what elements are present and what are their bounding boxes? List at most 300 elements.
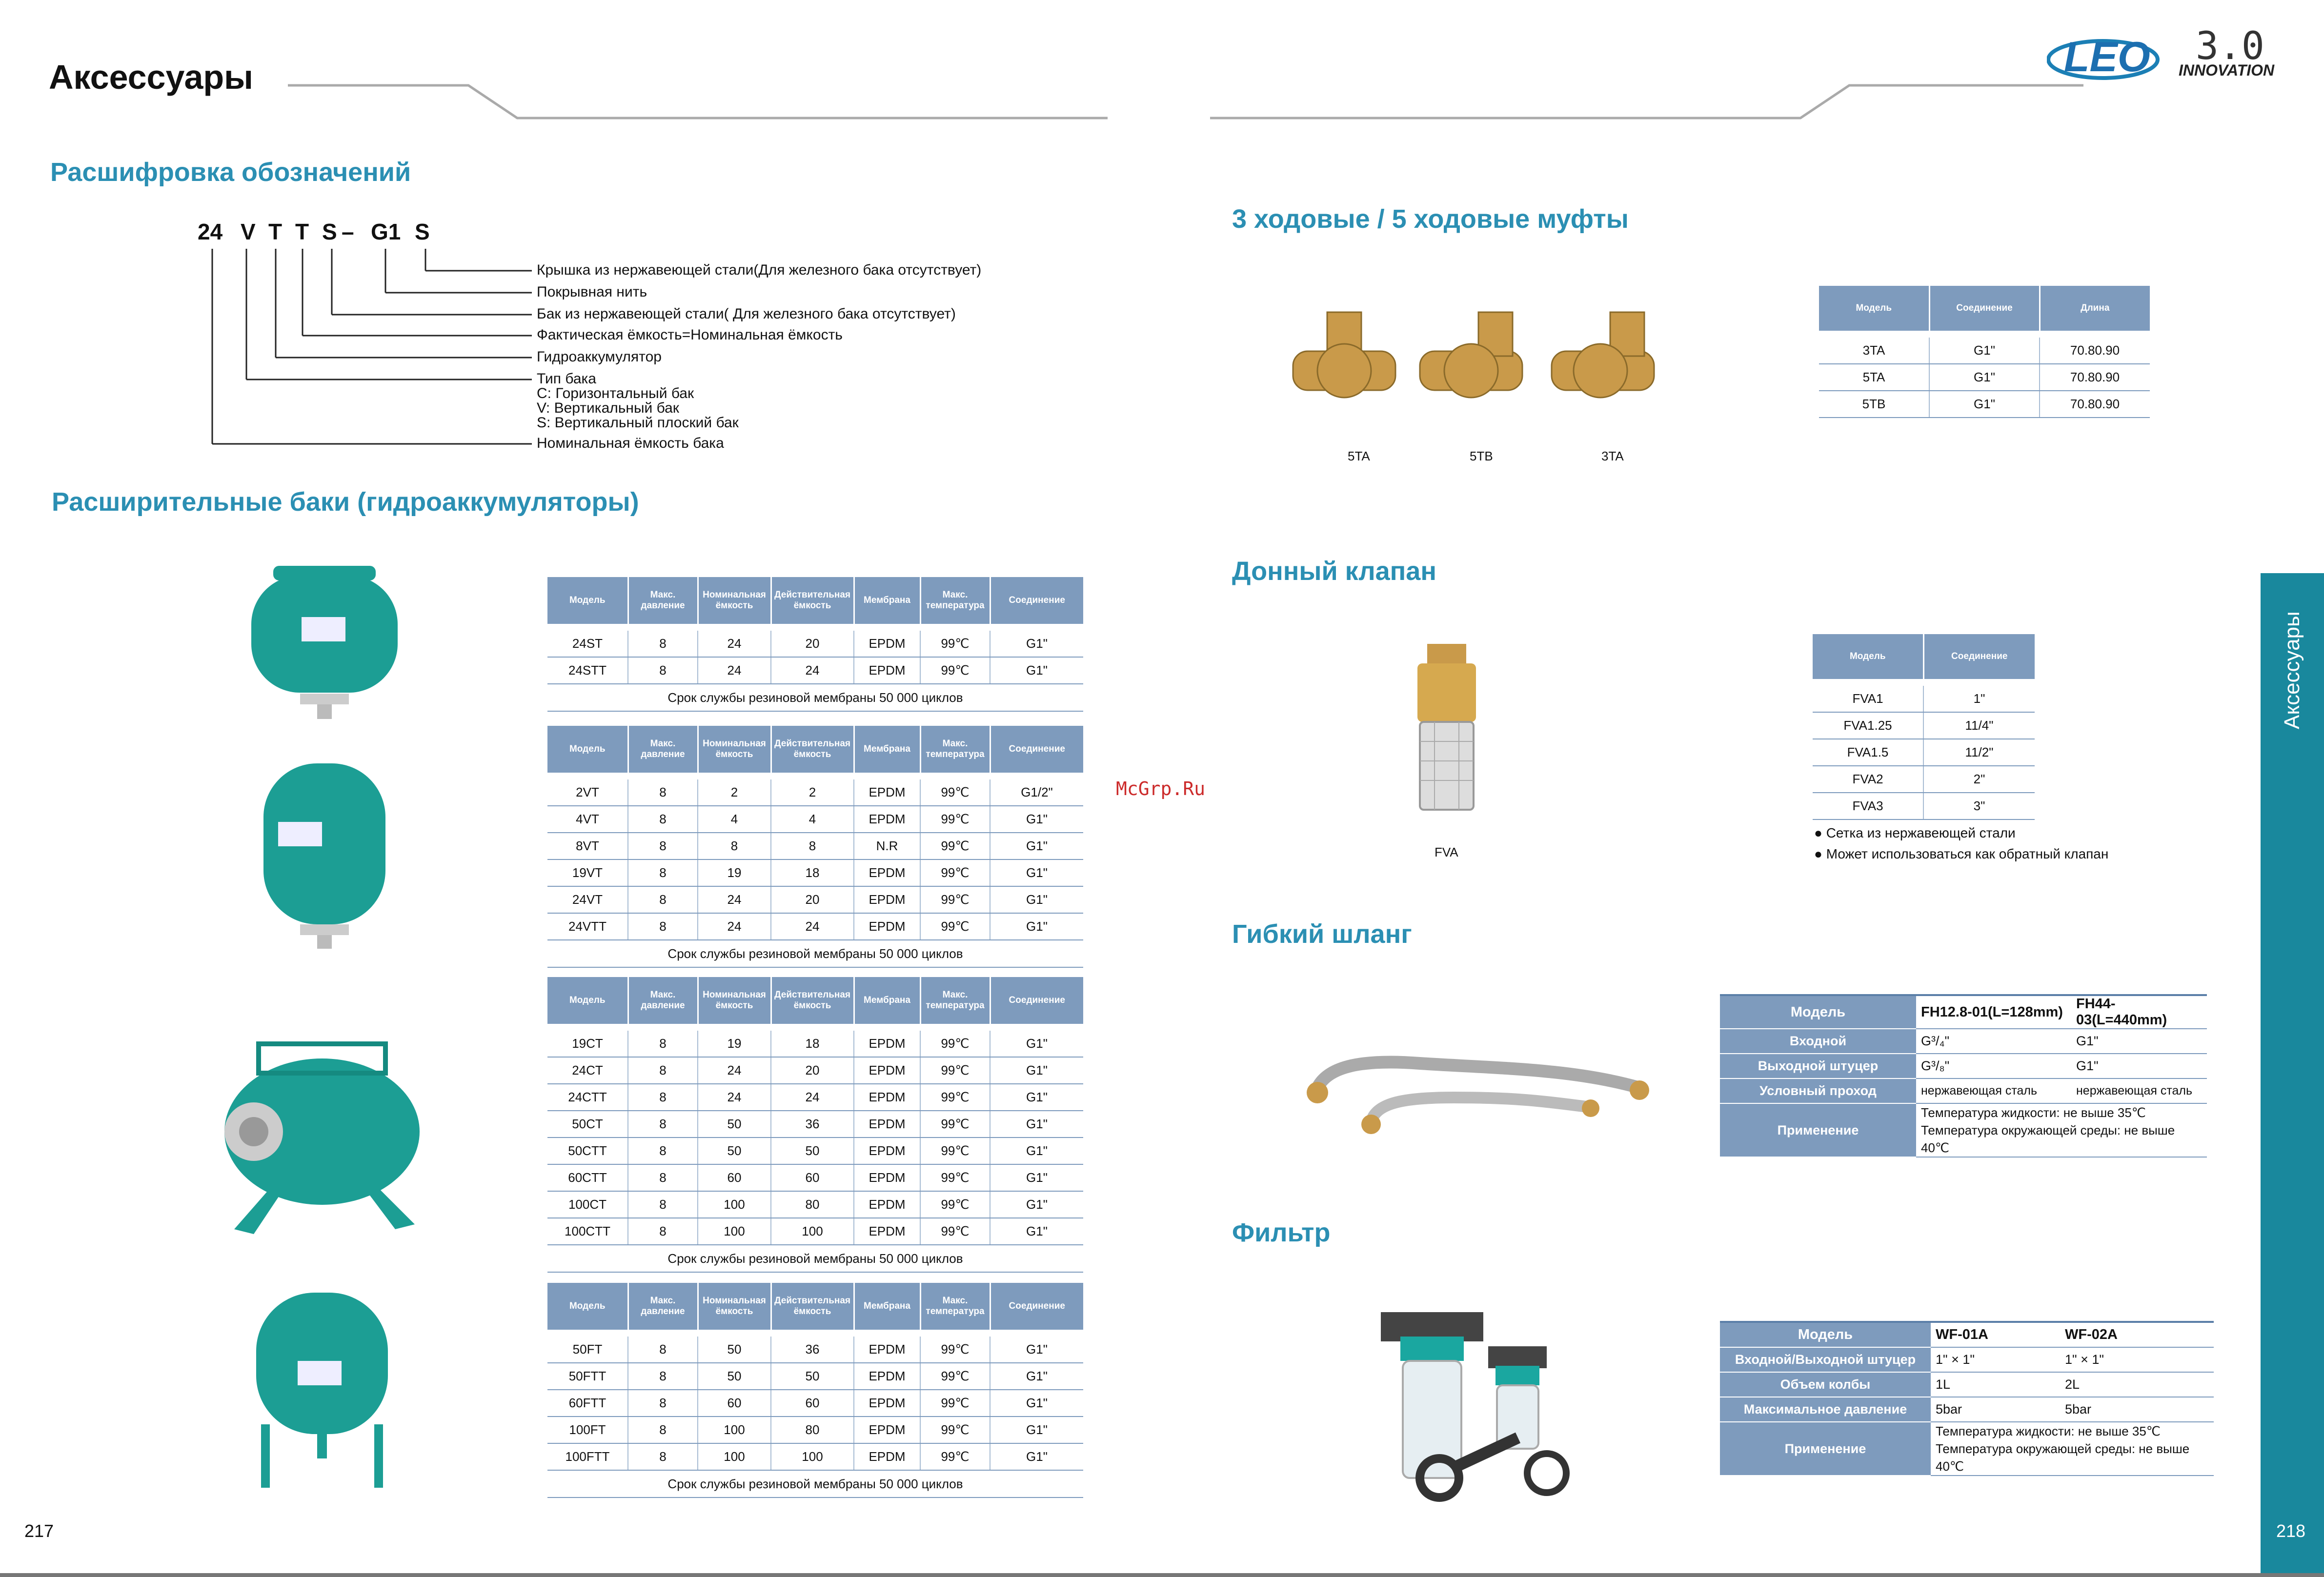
table-cell: 24VT — [547, 886, 628, 913]
code-part: S — [322, 219, 337, 244]
table-cell: 8 — [628, 1084, 698, 1111]
table-cell: 2" — [1923, 766, 2035, 793]
coupling-label: 3TA — [1601, 449, 1624, 463]
hose-key: Условный проход — [1720, 1078, 1916, 1103]
table-cell: 80 — [771, 1417, 854, 1443]
table-row — [547, 1443, 1083, 1470]
table-cell: 99℃ — [920, 1363, 990, 1390]
table-cell: 100 — [698, 1191, 771, 1218]
table-cell: 99℃ — [920, 833, 990, 859]
filter-image — [1371, 1302, 1605, 1507]
table-cell: 8 — [628, 1031, 698, 1057]
table-row — [1813, 712, 2035, 739]
table-row — [1819, 391, 2150, 418]
table-cell: 3" — [1923, 793, 2035, 819]
hose-key: Модель — [1720, 995, 1916, 1029]
column-header: Действительная ёмкость — [771, 1283, 854, 1330]
table-cell: 8 — [628, 1191, 698, 1218]
table-row — [1813, 793, 2035, 819]
tank-table-horizontal — [547, 977, 1083, 1273]
table-cell: G1" — [990, 1417, 1083, 1443]
column-header: Модель — [547, 577, 628, 624]
table-cell: 24 — [771, 913, 854, 940]
table-cell: 24VTT — [547, 913, 628, 940]
table-cell: 24 — [698, 1057, 771, 1084]
table-cell: 8 — [628, 913, 698, 940]
table-cell: 8VT — [547, 833, 628, 859]
tank-flat-image — [244, 566, 405, 722]
table-cell: 8 — [628, 1443, 698, 1470]
column-header: Соединение — [1929, 286, 2040, 331]
table-cell: 1" — [1923, 686, 2035, 712]
column-header: Макс. давление — [628, 977, 698, 1024]
tank-vertical-image — [259, 756, 390, 951]
table-cell: 20 — [771, 1057, 854, 1084]
table-cell: G1" — [990, 1337, 1083, 1363]
table-cell: 5TA — [1819, 364, 1929, 391]
table-cell: 4 — [698, 806, 771, 833]
table-cell: 8 — [628, 1164, 698, 1191]
table-cell: 8 — [628, 1390, 698, 1417]
tank-table-floor — [547, 1283, 1083, 1498]
hose-key: Выходной штуцер — [1720, 1054, 1916, 1078]
column-header: Соединение — [990, 577, 1083, 624]
table-cell: G1" — [990, 1084, 1083, 1111]
table-cell: 60 — [771, 1390, 854, 1417]
column-header: Номинальная ёмкость — [698, 977, 771, 1024]
filter-application: Температура жидкости: не выше 35℃ Температура окружающей среды: не выше 40℃ — [1931, 1422, 2214, 1476]
table-cell: G1" — [990, 657, 1083, 684]
column-header: Номинальная ёмкость — [698, 726, 771, 773]
column-header: Макс. температура — [920, 977, 990, 1024]
table-cell: 99℃ — [920, 1337, 990, 1363]
column-header: Модель — [1813, 634, 1923, 679]
table-row — [547, 1057, 1083, 1084]
table-row — [547, 1164, 1083, 1191]
table-cell: N.R — [854, 833, 920, 859]
code-part: 24 — [198, 219, 223, 244]
column-header: Модель — [547, 726, 628, 773]
table-cell: 100 — [698, 1218, 771, 1245]
tank-table-vertical — [547, 726, 1083, 968]
table-cell: 100FT — [547, 1417, 628, 1443]
table-cell: 24 — [771, 1084, 854, 1111]
bottom-rule — [0, 1573, 2324, 1577]
column-header: Соединение — [1923, 634, 2035, 679]
table-cell: G1" — [990, 1031, 1083, 1057]
table-row — [547, 1337, 1083, 1363]
table-row — [1819, 364, 2150, 391]
watermark: McGrp.Ru — [1116, 778, 1206, 799]
table-cell: EPDM — [854, 1417, 920, 1443]
table-cell: EPDM — [854, 631, 920, 657]
legend-item: Гидроаккумулятор — [537, 349, 662, 365]
table-cell: 8 — [628, 1337, 698, 1363]
table-cell: 20 — [771, 631, 854, 657]
table-cell: FVA3 — [1813, 793, 1923, 819]
legend-item: Бак из нержавеющей стали( Для железного бака отсутствует) — [537, 306, 956, 322]
table-row — [547, 1138, 1083, 1164]
coupling-label: 5TB — [1470, 449, 1493, 463]
table-cell: 8 — [628, 1057, 698, 1084]
table-cell: G1" — [990, 1138, 1083, 1164]
table-cell: G1" — [990, 859, 1083, 886]
table-cell: 2VT — [547, 779, 628, 806]
table-cell: 100 — [698, 1443, 771, 1470]
table-cell: 3TA — [1819, 338, 1929, 364]
table-cell: EPDM — [854, 1443, 920, 1470]
column-header: Номинальная ёмкость — [698, 1283, 771, 1330]
table-cell: G1" — [990, 1111, 1083, 1138]
column-header: Макс. давление — [628, 577, 698, 624]
table-cell: 100CT — [547, 1191, 628, 1218]
table-cell: 100 — [771, 1218, 854, 1245]
code-part: V — [241, 219, 256, 244]
legend-item: Тип бака — [537, 371, 596, 387]
legend-item: C: Горизонтальный бак — [537, 385, 694, 401]
code-part: – — [342, 219, 354, 244]
column-header: Действительная ёмкость — [771, 726, 854, 773]
decoding-title: Расшифровка обозначений — [50, 158, 411, 187]
table-cell: 24 — [771, 657, 854, 684]
column-header: Соединение — [990, 726, 1083, 773]
table-cell: 8 — [698, 833, 771, 859]
table-row — [547, 1031, 1083, 1057]
table-cell: 70.80.90 — [2040, 391, 2150, 418]
table-cell: 99℃ — [920, 806, 990, 833]
table-cell: EPDM — [854, 1390, 920, 1417]
table-cell: 50 — [698, 1138, 771, 1164]
table-cell: 8 — [628, 779, 698, 806]
legend-connectors — [0, 0, 546, 459]
table-row — [1813, 686, 2035, 712]
table-cell: EPDM — [854, 1191, 920, 1218]
table-row — [1813, 766, 2035, 793]
table-row — [547, 859, 1083, 886]
hose-table — [1720, 994, 2207, 1158]
table-cell: 99℃ — [920, 1191, 990, 1218]
table-cell: EPDM — [854, 1337, 920, 1363]
foot-valve-title: Донный клапан — [1232, 557, 1436, 586]
column-header: Макс. температура — [920, 1283, 990, 1330]
foot-valve-label: FVA — [1435, 845, 1458, 859]
table-cell: G1" — [1929, 391, 2040, 418]
table-row — [547, 631, 1083, 657]
table-cell: 100CTT — [547, 1218, 628, 1245]
table-row — [547, 833, 1083, 859]
filter-value: 1L — [1931, 1372, 2060, 1397]
table-row — [547, 657, 1083, 684]
filter-table — [1720, 1321, 2214, 1476]
table-cell: 99℃ — [920, 657, 990, 684]
table-cell: G1" — [990, 1218, 1083, 1245]
page-number-left: 217 — [24, 1521, 54, 1541]
hose-value: G³/₄" — [1916, 1029, 2071, 1054]
hose-value: нержавеющая сталь — [1916, 1078, 2071, 1103]
table-cell: 99℃ — [920, 1084, 990, 1111]
column-header: Макс. температура — [920, 577, 990, 624]
column-header: Макс. давление — [628, 726, 698, 773]
table-cell: EPDM — [854, 806, 920, 833]
table-cell: G1" — [990, 631, 1083, 657]
table-cell: 50FTT — [547, 1363, 628, 1390]
table-cell: 8 — [628, 886, 698, 913]
table-cell: 50 — [771, 1363, 854, 1390]
table-cell: 99℃ — [920, 913, 990, 940]
table-cell: EPDM — [854, 657, 920, 684]
table-cell: 99℃ — [920, 631, 990, 657]
table-cell: 8 — [628, 1111, 698, 1138]
table-cell: 4VT — [547, 806, 628, 833]
filter-value: WF-02A — [2060, 1322, 2214, 1347]
table-cell: 50FT — [547, 1337, 628, 1363]
table-cell: 99℃ — [920, 1417, 990, 1443]
filter-value: 1" × 1" — [1931, 1347, 2060, 1372]
table-cell: 70.80.90 — [2040, 338, 2150, 364]
table-cell: 19 — [698, 1031, 771, 1057]
table-cell: 8 — [628, 859, 698, 886]
brand-name: LEO — [2064, 34, 2150, 80]
table-cell: 70.80.90 — [2040, 364, 2150, 391]
filter-key: Применение — [1720, 1422, 1931, 1476]
table-cell: 8 — [628, 1363, 698, 1390]
hose-value: G1" — [2071, 1029, 2207, 1054]
table-cell: 11/2" — [1923, 739, 2035, 766]
tank-table-flat — [547, 577, 1083, 712]
hose-application: Температура жидкости: не выше 35℃ Температура окружающей среды: не выше 40℃ — [1916, 1103, 2207, 1157]
legend-item: Номинальная ёмкость бака — [537, 435, 724, 451]
hose-value: G³/₈" — [1916, 1054, 2071, 1078]
table-cell: 99℃ — [920, 1390, 990, 1417]
foot-valve-bullet: ● Может использоваться как обратный клапан — [1814, 846, 2109, 861]
table-cell: G1" — [990, 833, 1083, 859]
table-note: Срок службы резиновой мембраны 50 000 циклов — [547, 684, 1083, 711]
hose-value: FH44-03(L=440mm) — [2071, 995, 2207, 1029]
hose-key: Применение — [1720, 1103, 1916, 1157]
table-cell: 99℃ — [920, 1138, 990, 1164]
legend-item: Крышка из нержавеющей стали(Для железного бака отсутствует) — [537, 262, 982, 278]
column-header: Мембрана — [854, 977, 920, 1024]
table-cell: 8 — [628, 1218, 698, 1245]
table-row — [547, 1390, 1083, 1417]
table-cell: 8 — [628, 657, 698, 684]
table-cell: 24CTT — [547, 1084, 628, 1111]
page-number-right: 218 — [2276, 1521, 2306, 1541]
table-cell: G1" — [1929, 338, 2040, 364]
couplings-title: 3 ходовые / 5 ходовые муфты — [1232, 204, 1629, 234]
table-cell: EPDM — [854, 1057, 920, 1084]
table-cell: 36 — [771, 1111, 854, 1138]
table-cell: 60FTT — [547, 1390, 628, 1417]
table-cell: FVA1.25 — [1813, 712, 1923, 739]
table-cell: 2 — [771, 779, 854, 806]
column-header: Мембрана — [854, 577, 920, 624]
table-cell: EPDM — [854, 1164, 920, 1191]
code-part: G1 — [371, 219, 401, 244]
table-row — [547, 886, 1083, 913]
code-part: S — [415, 219, 430, 244]
tank-floor-image — [249, 1288, 395, 1493]
table-cell: 19CT — [547, 1031, 628, 1057]
table-cell: 50 — [771, 1138, 854, 1164]
table-cell: 99℃ — [920, 1443, 990, 1470]
table-cell: 11/4" — [1923, 712, 2035, 739]
table-cell: EPDM — [854, 886, 920, 913]
filter-key: Максимальное давление — [1720, 1397, 1931, 1422]
page-title: Аксессуары — [49, 58, 253, 96]
column-header: Действительная ёмкость — [771, 977, 854, 1024]
table-cell: 80 — [771, 1191, 854, 1218]
code-part: T — [268, 219, 283, 244]
legend-item: Покрывная нить — [537, 284, 647, 300]
table-cell: G1" — [1929, 364, 2040, 391]
couplings-image — [1288, 302, 1688, 429]
table-cell: 24ST — [547, 631, 628, 657]
table-row — [547, 1363, 1083, 1390]
table-cell: 99℃ — [920, 1111, 990, 1138]
table-cell: 50CT — [547, 1111, 628, 1138]
table-note: Срок службы резиновой мембраны 50 000 циклов — [547, 1470, 1083, 1497]
table-cell: G1" — [990, 886, 1083, 913]
table-cell: G1" — [990, 806, 1083, 833]
table-cell: 20 — [771, 886, 854, 913]
column-header: Номинальная ёмкость — [698, 577, 771, 624]
table-cell: 8 — [628, 806, 698, 833]
table-cell: 24CT — [547, 1057, 628, 1084]
table-cell: 8 — [628, 1417, 698, 1443]
hose-value: нержавеющая сталь — [2071, 1078, 2207, 1103]
table-note: Срок службы резиновой мембраны 50 000 циклов — [547, 940, 1083, 967]
tanks-title: Расширительные баки (гидроаккумуляторы) — [52, 487, 639, 517]
table-row — [1813, 739, 2035, 766]
filter-value: 1" × 1" — [2060, 1347, 2214, 1372]
filter-title: Фильтр — [1232, 1218, 1331, 1247]
table-cell: 99℃ — [920, 1218, 990, 1245]
table-cell: 24 — [698, 913, 771, 940]
table-cell: EPDM — [854, 1084, 920, 1111]
table-cell: 24 — [698, 886, 771, 913]
table-note: Срок службы резиновой мембраны 50 000 циклов — [547, 1245, 1083, 1272]
table-cell: 24STT — [547, 657, 628, 684]
table-cell: 50 — [698, 1111, 771, 1138]
table-cell: 99℃ — [920, 859, 990, 886]
table-row — [547, 1218, 1083, 1245]
table-cell: 36 — [771, 1337, 854, 1363]
table-cell: 5TB — [1819, 391, 1929, 418]
tank-horizontal-image — [220, 1034, 429, 1239]
table-cell: EPDM — [854, 859, 920, 886]
foot-valve-bullet: ● Сетка из нержавеющей стали — [1814, 825, 2016, 840]
column-header: Модель — [1819, 286, 1929, 331]
header-rule-right — [1210, 78, 2088, 122]
table-cell: 19 — [698, 859, 771, 886]
filter-key: Модель — [1720, 1322, 1931, 1347]
code-part: T — [295, 219, 309, 244]
hose-value: G1" — [2071, 1054, 2207, 1078]
table-cell: 8 — [628, 1138, 698, 1164]
table-cell: EPDM — [854, 1218, 920, 1245]
hose-value: FH12.8-01(L=128mm) — [1916, 995, 2071, 1029]
table-cell: 100 — [771, 1443, 854, 1470]
table-cell: EPDM — [854, 1031, 920, 1057]
table-cell: FVA2 — [1813, 766, 1923, 793]
table-cell: 100 — [698, 1417, 771, 1443]
table-row — [547, 779, 1083, 806]
table-cell: EPDM — [854, 913, 920, 940]
table-cell: 2 — [698, 779, 771, 806]
table-cell: 18 — [771, 859, 854, 886]
table-cell: 99℃ — [920, 1057, 990, 1084]
table-cell: 60 — [771, 1164, 854, 1191]
table-cell: 4 — [771, 806, 854, 833]
table-row — [1819, 338, 2150, 364]
hose-key: Входной — [1720, 1029, 1916, 1054]
table-cell: 19VT — [547, 859, 628, 886]
filter-value: 2L — [2060, 1372, 2214, 1397]
filter-key: Объем колбы — [1720, 1372, 1931, 1397]
table-cell: 8 — [628, 833, 698, 859]
legend-item: Фактическая ёмкость=Номинальная ёмкость — [537, 327, 843, 343]
column-header: Модель — [547, 977, 628, 1024]
table-cell: 50CTT — [547, 1138, 628, 1164]
table-cell: 99℃ — [920, 1031, 990, 1057]
column-header: Макс. температура — [920, 726, 990, 773]
table-cell: G1" — [990, 1057, 1083, 1084]
hose-title: Гибкий шланг — [1232, 919, 1412, 949]
table-cell: G1" — [990, 1390, 1083, 1417]
column-header: Мембрана — [854, 726, 920, 773]
leo-logo — [2047, 24, 2301, 83]
column-header: Модель — [547, 1283, 628, 1330]
table-cell: G1" — [990, 1443, 1083, 1470]
table-cell: 60CTT — [547, 1164, 628, 1191]
brand-version: 3.0 — [2196, 24, 2264, 68]
side-tab-label: Аксессуары — [2280, 611, 2304, 729]
legend-item: V: Вертикальный бак — [537, 400, 679, 416]
filter-key: Входной/Выходной штуцер — [1720, 1347, 1931, 1372]
table-cell: FVA1 — [1813, 686, 1923, 712]
table-cell: EPDM — [854, 1138, 920, 1164]
table-cell: 50 — [698, 1337, 771, 1363]
table-row — [547, 913, 1083, 940]
table-cell: 99℃ — [920, 886, 990, 913]
coupling-label: 5TA — [1348, 449, 1370, 463]
table-cell: 18 — [771, 1031, 854, 1057]
brand-tagline: INNOVATION — [2179, 61, 2275, 79]
column-header: Мембрана — [854, 1283, 920, 1330]
hose-image — [1298, 1049, 1649, 1137]
coupling-table — [1819, 286, 2150, 418]
column-header: Длина — [2040, 286, 2150, 331]
table-row — [547, 1191, 1083, 1218]
table-cell: 24 — [698, 657, 771, 684]
table-cell: 60 — [698, 1390, 771, 1417]
table-row — [547, 1084, 1083, 1111]
legend-item: S: Вертикальный плоский бак — [537, 415, 739, 431]
table-cell: EPDM — [854, 1363, 920, 1390]
column-header: Макс. давление — [628, 1283, 698, 1330]
filter-value: WF-01A — [1931, 1322, 2060, 1347]
table-cell: 24 — [698, 631, 771, 657]
table-cell: FVA1.5 — [1813, 739, 1923, 766]
filter-value: 5bar — [2060, 1397, 2214, 1422]
column-header: Соединение — [990, 977, 1083, 1024]
table-row — [547, 806, 1083, 833]
table-cell: 8 — [628, 631, 698, 657]
foot-valve-table — [1813, 634, 2035, 820]
table-cell: EPDM — [854, 779, 920, 806]
foot-valve-image — [1410, 644, 1483, 819]
